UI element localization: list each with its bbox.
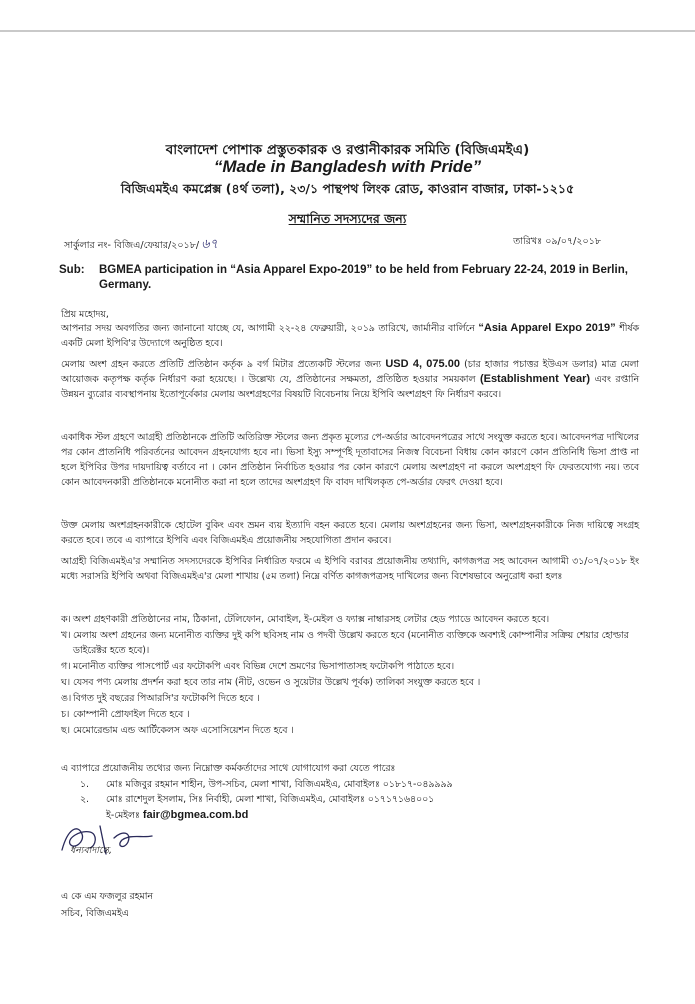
list-item: [61, 659, 641, 674]
list-marker: চ।: [61, 709, 70, 720]
list-item-text: অংশ গ্রহণকারী প্রতিষ্ঠানের নাম, ঠিকানা, টেলিফোন, মোবাইল, ই-মেইল ও ফ্যাক্স নাম্বারসহ লেটার হেড প্যাডে আবেদন করতে হবে।: [73, 614, 550, 625]
list-marker: ঙ।: [61, 693, 72, 704]
paragraph-text: শীর্ষক একটি মেলা ইপিবি'র উদ্যোগে অনুষ্ঠিত হবে।: [61, 323, 639, 349]
expo-name: “Asia Apparel Expo 2019”: [478, 322, 616, 334]
contact-item: [80, 792, 453, 807]
list-marker: খ।: [61, 630, 71, 641]
contact-number: ১.: [80, 779, 89, 790]
signer-name: এ কে এম ফজলুর রহমান: [61, 891, 153, 902]
list-item: [61, 691, 641, 706]
subject-label: Sub:: [59, 264, 85, 276]
paragraph-stall-policy: একাধিক স্টল গ্রহণে আগ্রহী প্রতিষ্ঠানকে প্রতিটি অতিরিক্ত স্টলের জন্য প্রকৃত মূল্যের পে-অর্ডার আবেদনপত্রের সাথে সংযুক্ত করতে হবে। আবেদনপত্র দাখিলের পর কোন প্রাতনিধি পরিবর্তনের আবেদন গ্রহনযোগ্য হবে না। ভিসা ইস্যু সম্পূর্ণই দূতাবাসের নিজস্ব বিবেচনা বিধায় কোন কারণে কোন প্রতিনিধি ভিসা প্রাপ্ত না হলে ইপিবির উপর দায়দায়িত্ব বর্তাবে না । কোন প্রতিষ্ঠান নির্বাচিত হওয়ার পর কোন কারণে মেলায় অংশগ্রহণ না করলে অংশগ্রহণ ফি ফেরতযোগ্য নয়। তবে কোন আবেদনকারী প্রতিষ্ঠানকে মনোনীত করা না হলে তাদের অংশগ্রহণ ফি বাবদ দাখিলকৃত পে-অর্ডার ফেরৎ দেওয়া হবে।: [61, 432, 639, 488]
paragraph-application: আগ্রহী বিজিএমইএ'র সম্মানিত সদস্যদেরকে ইপিবির নির্ধারিত ফরমে এ ইপিবি বরাবর প্রয়োজনীয় তথ্যাদি, কাগজপত্র সহ আবেদন আগামী ৩১/০৭/২০১৮ ইং মধ্যে সরাসরি ইপিবি অথবা বিজিএমইএ'র মেলা শাখায় (৫ম তলা) নিম্নে বর্ণিত কাগজপত্রসহ দাখিলের জন্য বিশেষভাবে অনুরোধ করা হলঃ: [61, 556, 639, 582]
subject-line: [59, 263, 639, 293]
contact-intro: এ ব্যাপারে প্রয়োজনীয় তথ্যের জন্য নিম্নোক্ত কর্মকর্তাদের সাথে যোগাযোগ করা যেতে পারেঃ: [61, 763, 396, 774]
list-item: [61, 723, 641, 738]
paragraph-travel: উক্ত মেলায় অংশগ্রহনকারীকে হোটেল বুকিং এবং ভ্রমন ব্যয় ইত্যাদি বহন করতে হবে। মেলায় অংশগ্রহনের জন্য ভিসা, অংশগ্রহনকারীকে নিজ দায়িত্বে সংগ্রহ করতে হবে। তবে এ ব্যাপারে ইপিবি এবং বিজিএমইএ প্রয়োজনীয় সহযোগিতা প্রদান করবে।: [61, 520, 639, 546]
list-item: [61, 628, 641, 658]
contact-number: ২.: [80, 794, 89, 805]
list-item-text: মেলায় অংশ গ্রহনের জন্য মনোনীত ব্যক্তির দুই কপি ছবিসহ নাম ও পদবী উল্লেখ করতে হবে (মনোনীত ব্যক্তিকে অবশ্যই কোম্পানীর সক্রিয় শেয়ার হোল্ডার ডাইরেক্টর হতে হবে)।: [73, 630, 629, 656]
signer-block: [61, 888, 153, 922]
establishment-year-term: (Establishment Year): [479, 373, 591, 385]
contact-text: মোঃ মজিবুর রহমান শাহীন, উপ-সচিব, মেলা শাখা, বিজিএমইএ, মোবাইলঃ ০১৮১৭-০৪৯৯৯৯: [106, 779, 453, 790]
organization-address: বিজিএমইএ কমপ্লেক্স (৪র্থ তলা), ২৩/১ পান্থপথ লিংক রোড, কাওরান বাজার, ঢাকা-১২১৫: [120, 181, 575, 196]
salutation-heading: সম্মানিত সদস্যদের জন্য: [288, 211, 407, 226]
circular-number-handwritten: ৬৭: [201, 237, 218, 252]
paragraph-text: এবং রপ্তানি উন্নয়ন ব্যুরোর ব্যবস্থাপনায় ইতোপূর্বেকার মেলায় অংশগ্রহণের বিষয়টি বিবেচনায় নিয়ে ইপিবি অংশগ্রহণ ফি নির্ধারণ করবে।: [61, 374, 639, 400]
signer-title: সচিব, বিজিএমইএ: [61, 908, 129, 919]
list-marker: গ।: [61, 661, 71, 672]
email-link[interactable]: fair@bgmea.com.bd: [142, 809, 249, 821]
paragraph-text: আপনার সদয় অবগতির জন্য জানানো যাচ্ছে যে, আগামী ২২-২৪ ফেব্রুয়ারী, ২০১৯ তারিখে, জার্মানীর বার্লিনে: [61, 323, 479, 334]
paragraph-announcement: [61, 321, 639, 351]
list-item-text: যেসব পণ্য মেলায় প্রদর্শন করা হবে তার নাম (নীট, ওভেন ও সুয়েটার উল্লেখ পূর্বক) তালিকা সংযুক্ত করতে হবে ।: [73, 677, 481, 688]
contact-item: [80, 777, 453, 792]
list-marker: ঘ।: [61, 677, 71, 688]
list-item-text: বিগত দুই বছরের পিআরসি'র ফটোকপি দিতে হবে ।: [73, 693, 260, 704]
email-label: ই-মেইলঃ: [106, 810, 140, 821]
list-item-text: কোম্পানী প্রোফাইল দিতে হবে ।: [73, 709, 190, 720]
list-marker: ক।: [61, 614, 71, 625]
document-date: তারিখঃ ০৯/০৭/২০১৮: [513, 236, 601, 247]
contacts-list: [80, 777, 453, 807]
closing-thanks: ধন্যবাদান্তে,: [70, 845, 113, 856]
list-item: [61, 612, 641, 627]
requirements-list: [61, 612, 641, 739]
list-item-text: মনোনীত ব্যক্তির পাসপোর্ট এর ফটোকপি এবং বিভিন্ন দেশে ভ্রমণের ভিসাপাতাসহ ফটোকপি পাঠাতে হবে।: [73, 661, 455, 672]
circular-number-text: সার্কুলার নং- বিজিএ/ফেয়ার/২০১৮/: [64, 240, 200, 251]
greeting: প্রিয় মহোদয়,: [61, 309, 109, 320]
scan-edge-line: [0, 30, 695, 32]
stall-fee-amount: USD 4, 075.00: [385, 358, 460, 370]
subject-text: BGMEA participation in “Asia Apparel Expo-2019” to be held from February 22-24, 2019 in Berlin, Germany.: [99, 264, 628, 291]
contact-text: মোঃ রাশেদুল ইসলাম, সিঃ নির্বাহী, মেলা শাখা, বিজিএমইএ, মোবাইলঃ ০১৭১৭১৬৪০০১: [106, 794, 435, 805]
organization-motto: “Made in Bangladesh with Pride”: [213, 157, 482, 176]
circular-number: [64, 235, 218, 256]
paragraph-text: (চার হাজার পচাত্তর ইউএস ডলার) মাত্র মেলা আয়োজক কতৃপক্ষ কর্তৃক নির্ধারণ করা হয়েছে। । উল্লেখ্য যে, প্রতিষ্ঠানের সক্ষমতা, প্রতিষ্ঠিত হওয়ার সময়কাল: [61, 359, 640, 385]
list-marker: ছ।: [61, 725, 70, 736]
organization-name: বাংলাদেশ পোশাক প্রস্তুতকারক ও রপ্তানীকারক সমিতি (বিজিএমইএ): [165, 142, 530, 158]
list-item-text: মেমোরেন্ডাম এন্ড আর্টিকেলস অফ এসোসিয়েশন দিতে হবে ।: [73, 725, 294, 736]
paragraph-text: মেলায় অংশ গ্রহন করতে প্রতিটি প্রতিষ্ঠান কর্তৃক ৯ বর্গ মিটার প্রত্যেকটি স্টলের জন্য: [61, 359, 386, 370]
list-item: [61, 675, 641, 690]
paragraph-fees: [61, 357, 639, 402]
list-item: [61, 707, 641, 722]
